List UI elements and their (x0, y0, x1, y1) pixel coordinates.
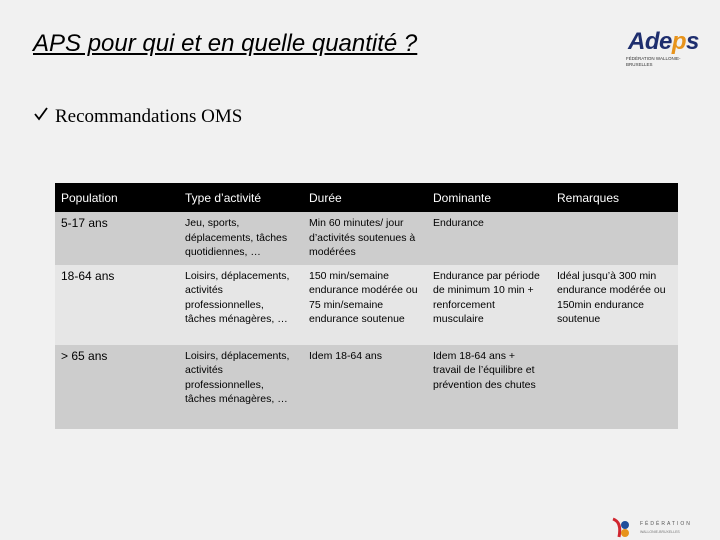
federation-logo (610, 517, 710, 540)
table-cell: Endurance par période de minimum 10 min + renforcement musculaire (427, 265, 551, 345)
table-cell: Jeu, sports, déplacements, tâches quotidiennes, … (179, 212, 303, 265)
table-cell: 5-17 ans (55, 212, 179, 265)
table-cell (551, 212, 678, 265)
federation-label: FÉDÉRATION (640, 521, 692, 527)
header-dominant: Dominante (427, 183, 551, 212)
header-duration: Durée (303, 183, 427, 212)
header-population: Population (55, 183, 179, 212)
federation-mark-icon (610, 517, 632, 539)
adeps-logo-word: Adeps (628, 28, 699, 55)
header-activity-type: Type d’activité (179, 183, 303, 212)
table-cell: Endurance (427, 212, 551, 265)
table-cell: 150 min/semaine endurance modérée ou 75 min/semaine endurance soutenue (303, 265, 427, 345)
table-row (55, 265, 678, 345)
adeps-logo-subtitle: FÉDÉRATION WALLONIE-BRUXELLES (626, 56, 681, 67)
table-cell: Idéal jusqu’à 300 min endurance modérée ou 150min endurance soutenue (551, 265, 678, 345)
recommendations-label: Recommandations OMS (55, 106, 243, 127)
checkmark-icon (33, 106, 51, 128)
adeps-logo (622, 28, 706, 72)
table-cell: Idem 18-64 ans (303, 345, 427, 429)
table-cell: > 65 ans (55, 345, 179, 429)
table-header-row (55, 183, 678, 212)
table-row (55, 212, 678, 265)
header-remarks: Remarques (551, 183, 678, 212)
table-cell: Idem 18-64 ans + travail de l’équilibre et prévention des chutes (427, 345, 551, 429)
oms-recommendations-table (55, 183, 678, 429)
table-cell (551, 345, 678, 429)
slide-title: APS pour qui et en quelle quantité ? (33, 30, 418, 57)
table-row (55, 345, 678, 429)
recommendations-heading (33, 106, 242, 128)
table-cell: Loisirs, déplacements, activités professionnelles, tâches ménagères, … (179, 265, 303, 345)
table-cell: Loisirs, déplacements, activités professionnelles, tâches ménagères, … (179, 345, 303, 429)
table-cell: Min 60 minutes/ jour d’activités soutenues à modérées (303, 212, 427, 265)
federation-sublabel: WALLONIE-BRUXELLES (640, 530, 680, 534)
table-cell: 18-64 ans (55, 265, 179, 345)
